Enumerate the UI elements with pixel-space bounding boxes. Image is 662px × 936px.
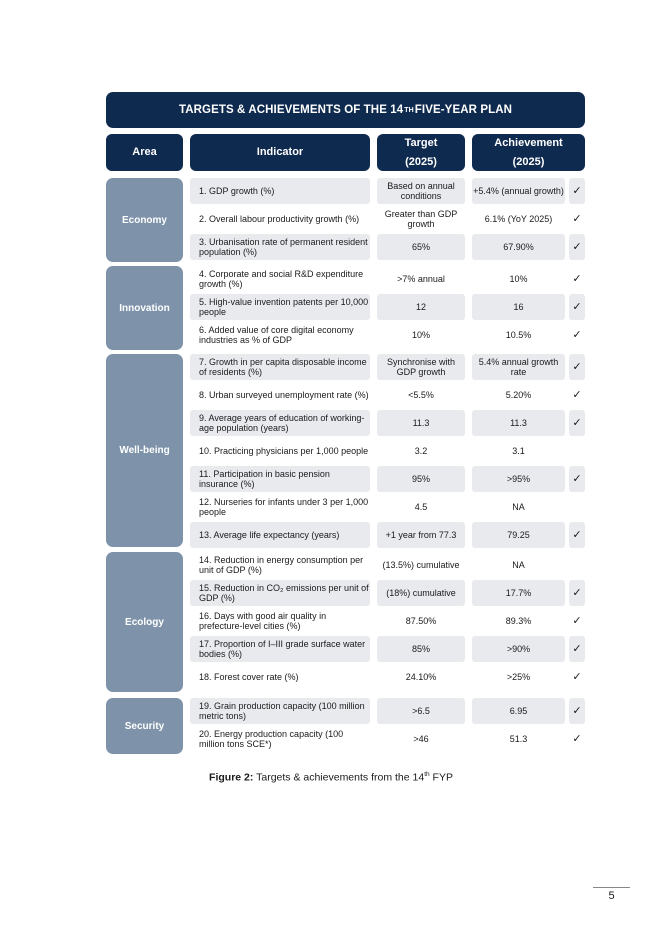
target-cell: [377, 608, 465, 634]
indicator-cell: [190, 410, 370, 436]
achievement-cell-text: >90%: [506, 643, 531, 654]
check-cell: [569, 322, 585, 348]
achievement-cell-text: 5.20%: [505, 389, 532, 400]
achievement-cell-text: 89.3%: [505, 615, 532, 626]
target-cell: [377, 178, 465, 204]
achievement-cell: [472, 726, 565, 752]
target-cell: [377, 698, 465, 724]
achievement-cell-text: 6.95: [509, 705, 528, 716]
indicator-cell: [190, 552, 370, 578]
area-label: Economy: [121, 214, 167, 226]
target-cell-text: (18%) cumulative: [386, 587, 456, 598]
achievement-cell: [472, 294, 565, 320]
caption-superscript: th: [424, 771, 430, 778]
check-cell: [569, 664, 585, 690]
achievement-cell-text: >25%: [506, 671, 531, 682]
indicator-cell: [190, 382, 370, 408]
check-icon: ✓: [572, 416, 582, 429]
indicator-cell: [190, 438, 370, 464]
achievement-cell: [472, 410, 565, 436]
check-cell: [569, 438, 585, 464]
check-cell: [569, 494, 585, 520]
indicator-cell-text: 13. Average life expectancy (years): [199, 529, 340, 540]
indicator-cell-text: 1. GDP growth (%): [199, 185, 275, 196]
indicator-cell: [190, 636, 370, 662]
check-icon: ✓: [572, 670, 582, 683]
target-cell: [377, 206, 465, 232]
check-cell: [569, 466, 585, 492]
achievement-cell: [472, 382, 565, 408]
target-cell: [377, 580, 465, 606]
indicator-cell: [190, 266, 370, 292]
achievement-cell: [472, 466, 565, 492]
target-cell: [377, 636, 465, 662]
indicator-cell: [190, 178, 370, 204]
target-cell-text: Based on annual conditions: [387, 180, 455, 201]
indicator-cell-text: 18. Forest cover rate (%): [199, 671, 299, 682]
target-cell: [377, 522, 465, 548]
achievement-cell: [472, 438, 565, 464]
target-cell-text: 24.10%: [405, 671, 437, 682]
check-icon: ✓: [572, 184, 582, 197]
indicator-cell: [190, 698, 370, 724]
achievement-cell-text: 11.3: [510, 417, 527, 428]
area-label: Ecology: [125, 616, 164, 628]
achievement-cell-text: 16: [513, 301, 524, 312]
caption-text-end: FYP: [429, 771, 453, 784]
header-area: [106, 134, 183, 171]
check-icon: ✓: [572, 300, 582, 313]
indicator-cell-text: 10. Practicing physicians per 1,000 people: [199, 445, 369, 456]
target-cell: [377, 354, 465, 380]
check-icon: ✓: [572, 586, 582, 599]
indicator-cell-text: 11. Participation in basic pension insurance (%): [199, 468, 330, 489]
target-cell-text: 11.3: [412, 417, 430, 428]
indicator-cell-text: 7. Growth in per capita disposable income of residents (%): [199, 356, 367, 377]
check-icon: ✓: [572, 360, 582, 373]
caption-text: Targets & achievements from the 14: [253, 771, 425, 784]
target-cell: [377, 382, 465, 408]
target-cell-text: 12: [415, 301, 426, 312]
caption-label: Figure 2:: [209, 771, 254, 784]
indicator-cell-text: 14. Reduction in energy consumption per unit of GDP (%): [199, 554, 364, 575]
achievement-cell: [472, 206, 565, 232]
target-cell-text: >7% annual: [397, 273, 445, 284]
check-cell: [569, 522, 585, 548]
target-cell-text: >46: [413, 733, 429, 744]
header-achievement-label: Achievement: [494, 136, 563, 149]
target-cell-text: +1 year from 77.3: [385, 529, 457, 540]
header-target-label: Target: [404, 136, 438, 149]
indicator-cell-text: 2. Overall labour productivity growth (%): [199, 213, 360, 224]
check-icon: ✓: [572, 472, 582, 485]
check-icon: ✓: [572, 614, 582, 627]
achievement-cell-text: 67.90%: [503, 241, 534, 252]
achievement-cell: [472, 636, 565, 662]
header-area-label: Area: [132, 146, 157, 159]
achievement-cell-text: NA: [512, 559, 525, 570]
page-number: 5: [608, 890, 615, 902]
achievement-cell-text: 51.3: [509, 733, 528, 744]
target-cell-text: <5.5%: [408, 389, 434, 400]
check-icon: ✓: [572, 272, 582, 285]
target-cell-text: Greater than GDP growth: [384, 208, 458, 229]
target-cell-text: 95%: [411, 473, 430, 484]
check-icon: ✓: [572, 388, 582, 401]
title-text-end: FIVE-YEAR PLAN: [414, 104, 513, 116]
check-cell: [569, 410, 585, 436]
target-cell-text: >6.5: [412, 705, 430, 716]
achievement-cell: [472, 178, 565, 204]
header-indicator-label: Indicator: [256, 146, 304, 159]
indicator-cell: [190, 608, 370, 634]
area-ecology: [106, 552, 183, 692]
area-label: Innovation: [119, 302, 170, 314]
check-icon: ✓: [572, 642, 582, 655]
target-cell-text: 10%: [411, 329, 430, 340]
target-cell: [377, 466, 465, 492]
area-label: Well-being: [119, 445, 170, 456]
indicator-cell-text: 5. High-value invention patents per 10,000 people: [199, 296, 369, 317]
check-icon: ✓: [572, 212, 582, 225]
check-cell: [569, 294, 585, 320]
area-well-being: [106, 354, 183, 547]
target-cell-text: (13.5%) cumulative: [382, 559, 460, 570]
indicator-cell-text: 9. Average years of education of working-age population (years): [199, 412, 365, 433]
check-cell: [569, 354, 585, 380]
indicator-cell: [190, 294, 370, 320]
indicator-cell: [190, 522, 370, 548]
check-cell: [569, 266, 585, 292]
indicator-cell-text: 15. Reduction in CO₂ emissions per unit of GDP (%): [199, 582, 369, 603]
achievement-cell-text: 17.7%: [505, 587, 532, 598]
check-icon: ✓: [572, 732, 582, 745]
achievement-cell: [472, 608, 565, 634]
header-indicator: [190, 134, 370, 171]
check-cell: [569, 608, 585, 634]
achievement-cell-text: 5.4% annual growth rate: [478, 356, 559, 377]
area-innovation: [106, 266, 183, 350]
achievement-cell: [472, 552, 565, 578]
target-cell-text: Synchronise with GDP growth: [386, 356, 456, 377]
indicator-cell: [190, 494, 370, 520]
check-cell: [569, 178, 585, 204]
check-cell: [569, 552, 585, 578]
title-text: TARGETS & ACHIEVEMENTS OF THE 14: [178, 104, 404, 116]
indicator-cell-text: 17. Proportion of I–III grade surface water bodies (%): [199, 638, 366, 659]
target-cell: [377, 664, 465, 690]
target-cell: [377, 726, 465, 752]
check-cell: [569, 206, 585, 232]
indicator-cell: [190, 354, 370, 380]
indicator-cell-text: 3. Urbanisation rate of permanent resident population (%): [199, 236, 368, 257]
indicator-cell: [190, 726, 370, 752]
achievement-cell: [472, 234, 565, 260]
achievement-cell: [472, 494, 565, 520]
achievement-cell: [472, 522, 565, 548]
achievement-cell-text: +5.4% (annual growth): [473, 185, 564, 196]
indicator-cell-text: 6. Added value of core digital economy industries as % of GDP: [199, 324, 354, 345]
indicator-cell-text: 16. Days with good air quality in prefecture-level cities (%): [199, 610, 327, 631]
check-icon: ✓: [572, 328, 582, 341]
achievement-cell-text: 6.1% (YoY 2025): [484, 213, 553, 224]
target-cell-text: 85%: [411, 643, 430, 654]
achievement-cell: [472, 664, 565, 690]
achievement-cell: [472, 698, 565, 724]
area-economy: [106, 178, 183, 262]
area-security: [106, 698, 183, 754]
footer-rule: [593, 887, 630, 888]
header-target: [377, 134, 465, 171]
target-cell-text: 87.50%: [405, 615, 437, 626]
achievement-cell-text: 3.1: [512, 445, 525, 456]
check-cell: [569, 698, 585, 724]
achievement-cell-text: 10.5%: [505, 329, 532, 340]
check-cell: [569, 726, 585, 752]
indicator-cell: [190, 234, 370, 260]
indicator-cell-text: 19. Grain production capacity (100 million metric tons): [199, 700, 365, 721]
indicator-cell-text: 12. Nurseries for infants under 3 per 1,000 people: [199, 496, 369, 517]
check-icon: ✓: [572, 528, 582, 541]
check-icon: ✓: [572, 704, 582, 717]
header-achievement-year: (2025): [512, 155, 545, 168]
target-cell: [377, 410, 465, 436]
target-cell: [377, 266, 465, 292]
target-cell-text: 4.5: [414, 501, 428, 512]
target-cell: [377, 494, 465, 520]
achievement-cell: [472, 354, 565, 380]
achievement-cell-text: >95%: [506, 473, 531, 484]
table-title: [106, 92, 585, 128]
figure-caption: [0, 771, 662, 784]
achievement-cell-text: NA: [512, 501, 525, 512]
indicator-cell-text: 20. Energy production capacity (100 million tons SCE*): [199, 728, 344, 749]
area-label: Security: [124, 720, 165, 732]
target-cell: [377, 294, 465, 320]
title-superscript: TH: [404, 106, 414, 114]
achievement-cell: [472, 322, 565, 348]
indicator-cell: [190, 206, 370, 232]
target-cell: [377, 552, 465, 578]
target-cell-text: 65%: [411, 241, 430, 252]
achievement-cell: [472, 266, 565, 292]
check-cell: [569, 234, 585, 260]
target-cell: [377, 234, 465, 260]
target-cell-text: 3.2: [414, 445, 428, 456]
indicator-cell: [190, 466, 370, 492]
indicator-cell: [190, 580, 370, 606]
header-achievement: [472, 134, 585, 171]
indicator-cell: [190, 322, 370, 348]
header-target-year: (2025): [405, 155, 437, 168]
achievement-cell-text: 10%: [509, 273, 528, 284]
achievement-cell-text: 79.25: [507, 529, 530, 540]
target-cell: [377, 438, 465, 464]
indicator-cell-text: 8. Urban surveyed unemployment rate (%): [199, 389, 369, 400]
indicator-cell-text: 4. Corporate and social R&D expenditure growth (%): [199, 268, 364, 289]
check-icon: ✓: [572, 240, 582, 253]
check-cell: [569, 636, 585, 662]
check-cell: [569, 580, 585, 606]
check-cell: [569, 382, 585, 408]
indicator-cell: [190, 664, 370, 690]
achievement-cell: [472, 580, 565, 606]
target-cell: [377, 322, 465, 348]
